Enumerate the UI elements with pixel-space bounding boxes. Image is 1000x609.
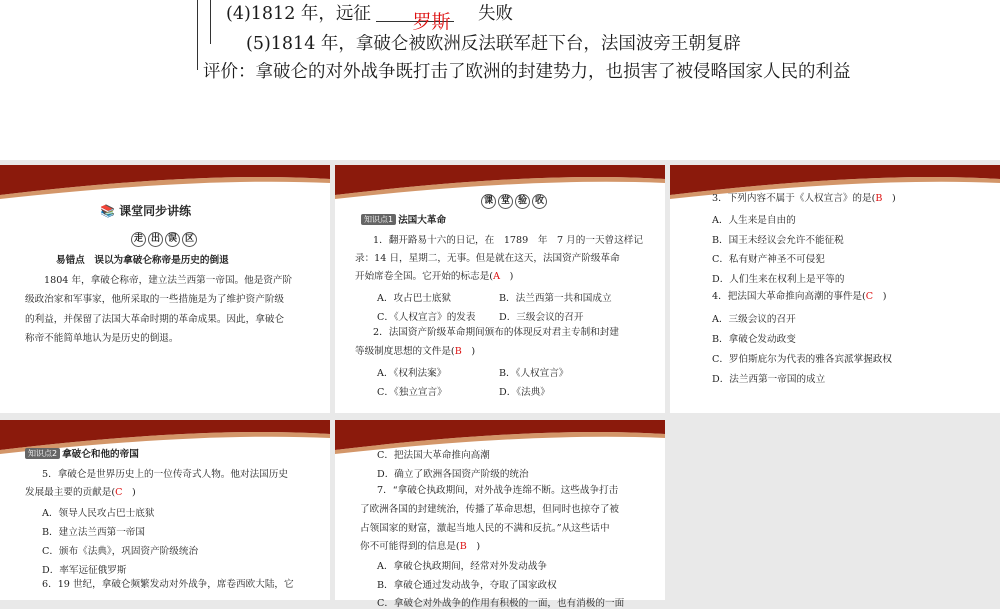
q7-line-1: 7．“拿破仑执政期间，对外战争连绵不断。这些战争打击 bbox=[377, 485, 619, 496]
q5-option-a[interactable]: A．领导人民攻占巴士底狱 bbox=[42, 508, 155, 519]
q3-option-b[interactable]: B．国王未经议会允许不能征税 bbox=[712, 235, 844, 246]
lesson-heading: 📚 课堂同步讲练 bbox=[100, 204, 192, 218]
q7-line-2: 了欧洲各国的封建统治，传播了革命思想，但同时也掠夺了被 bbox=[360, 504, 620, 515]
q7-option-a[interactable]: A．拿破仑执政期间，经常对外发动战争 bbox=[377, 561, 548, 572]
q6-option-d[interactable]: D．确立了欧洲各国资产阶级的统治 bbox=[377, 469, 529, 480]
q4-answer: C bbox=[865, 291, 874, 302]
q2-line-2: 等级制度思想的文件是(B ) bbox=[355, 346, 476, 357]
q1-answer: A bbox=[493, 271, 500, 282]
q1-option-b[interactable]: B．法兰西第一共和国成立 bbox=[499, 293, 612, 304]
q6-option-c[interactable]: C．把法国大革命推向高潮 bbox=[377, 450, 490, 461]
q7-line-3: 占领国家的财富，激起当地人民的不满和反抗。”从这些话中 bbox=[360, 523, 610, 534]
q4-option-b[interactable]: B．拿破仑发动政变 bbox=[712, 334, 796, 345]
q2-option-c[interactable]: C．《独立宣言》 bbox=[377, 387, 447, 398]
q7-answer: B bbox=[459, 541, 467, 552]
q1-option-c[interactable]: C．《人权宣言》的发表 bbox=[377, 312, 476, 323]
q2-answer: B bbox=[454, 346, 462, 357]
q4-option-a[interactable]: A．三级会议的召开 bbox=[712, 314, 796, 325]
para-line-4: 称帝不能简单地认为是历史的倒退。 bbox=[25, 333, 179, 344]
knowledge-badge: 知识点2 bbox=[25, 448, 60, 459]
outer-bracket bbox=[197, 0, 198, 70]
q7-option-b[interactable]: B．拿破仑通过发动战争，夺取了国家政权 bbox=[377, 580, 557, 591]
q3-option-a[interactable]: A．人生来是自由的 bbox=[712, 215, 796, 226]
q5-option-b[interactable]: B．建立法兰西第一帝国 bbox=[42, 527, 145, 538]
topic-2: 知识点2 拿破仑和他的帝国 bbox=[25, 445, 139, 465]
q5-option-d[interactable]: D．率军远征俄罗斯 bbox=[42, 565, 127, 576]
q1-option-d[interactable]: D．三级会议的召开 bbox=[499, 312, 584, 323]
q6-line-1: 6．19 世纪，拿破仑频繁发动对外战争，席卷西欧大陆，它 bbox=[42, 579, 294, 590]
top-slide bbox=[0, 0, 1000, 160]
q5-line-2: 发展最主要的贡献是(C ) bbox=[25, 487, 136, 498]
slide-lesson-practice[interactable] bbox=[0, 165, 330, 413]
slide-header-band bbox=[0, 165, 330, 205]
q1-line-3: 开始席卷全国。它开始的标志是(A ) bbox=[355, 271, 514, 282]
q2-option-a[interactable]: A．《权利法案》 bbox=[377, 368, 447, 379]
book-icon: 📚 bbox=[100, 204, 115, 218]
q3-option-c[interactable]: C．私有财产神圣不可侵犯 bbox=[712, 254, 825, 265]
mistake-title: 易错点 误以为拿破仑称帝是历史的倒退 bbox=[56, 255, 229, 266]
q4-option-c[interactable]: C．罗伯斯庇尔为代表的雅各宾派掌握政权 bbox=[712, 354, 893, 365]
q5-line-1: 5．拿破仑是世界历史上的一位传奇式人物。他对法国历史 bbox=[42, 469, 288, 480]
knowledge-badge: 知识点1 bbox=[361, 214, 396, 225]
check-heading: 课 堂 验 收 bbox=[480, 191, 548, 211]
q3-stem: 3．下列内容不属于《人权宣言》的是(B ) bbox=[712, 193, 896, 204]
para-line-1: 1804 年，拿破仑称帝，建立法兰西第一帝国。他是资产阶 bbox=[44, 275, 293, 286]
mistake-area-heading: 走 出 误 区 bbox=[130, 229, 198, 249]
slide-questions-3-4[interactable] bbox=[670, 165, 1000, 413]
q3-option-d[interactable]: D．人们生来在权利上是平等的 bbox=[712, 274, 845, 285]
q4-option-d[interactable]: D．法兰西第一帝国的成立 bbox=[712, 374, 826, 385]
answer-russia: 罗斯 bbox=[412, 11, 451, 33]
para-line-3: 的利益，并保留了法国大革命时期的革命成果。因此，拿破仑 bbox=[25, 314, 285, 325]
para-line-2: 级政治家和军事家，他所采取的一些措施是为了维护资产阶级 bbox=[25, 294, 285, 305]
inner-bracket bbox=[210, 0, 211, 44]
slide-classroom-check[interactable] bbox=[335, 165, 665, 413]
q5-option-c[interactable]: C．颁布《法典》，巩固资产阶级统治 bbox=[42, 546, 199, 557]
top-line-1: (4)1812 年，远征 罗斯 失败 bbox=[226, 4, 514, 33]
q3-answer: B bbox=[875, 193, 883, 204]
top-line-3: 评价：拿破仑的对外战争既打击了欧洲的封建势力，也损害了被侵略国家人民的利益 bbox=[203, 62, 851, 82]
slide-napoleon-empire[interactable] bbox=[0, 420, 330, 600]
q1-option-a[interactable]: A．攻占巴士底狱 bbox=[377, 293, 452, 304]
q2-line-1: 2．法国资产阶级革命期间颁布的体现反对君主专制和封建 bbox=[373, 327, 619, 338]
q1-line-2: 录：14 日，星期二，无事。但是就在这天，法国资产阶级革命 bbox=[355, 253, 620, 264]
slide-question-7[interactable] bbox=[335, 420, 665, 609]
q7-line-4: 你不可能得到的信息是(B ) bbox=[360, 541, 481, 552]
q2-option-b[interactable]: B．《人权宣言》 bbox=[499, 368, 569, 379]
top-line-2: (5)1814 年，拿破仑被欧洲反法联军赶下台，法国波旁王朝复辟 bbox=[246, 34, 741, 54]
q7-option-c[interactable]: C．拿破仑对外战争的作用有积极的一面，也有消极的一面 bbox=[377, 598, 625, 609]
topic-1: 知识点1 法国大革命 bbox=[361, 211, 446, 231]
q2-option-d[interactable]: D．《法典》 bbox=[499, 387, 550, 398]
q5-answer: C bbox=[115, 487, 123, 498]
q1-line-1: 1．翻开路易十六的日记，在 1789 年 7 月的一天曾这样记 bbox=[373, 235, 643, 246]
q4-stem: 4．把法国大革命推向高潮的事件是(C ) bbox=[712, 291, 887, 302]
